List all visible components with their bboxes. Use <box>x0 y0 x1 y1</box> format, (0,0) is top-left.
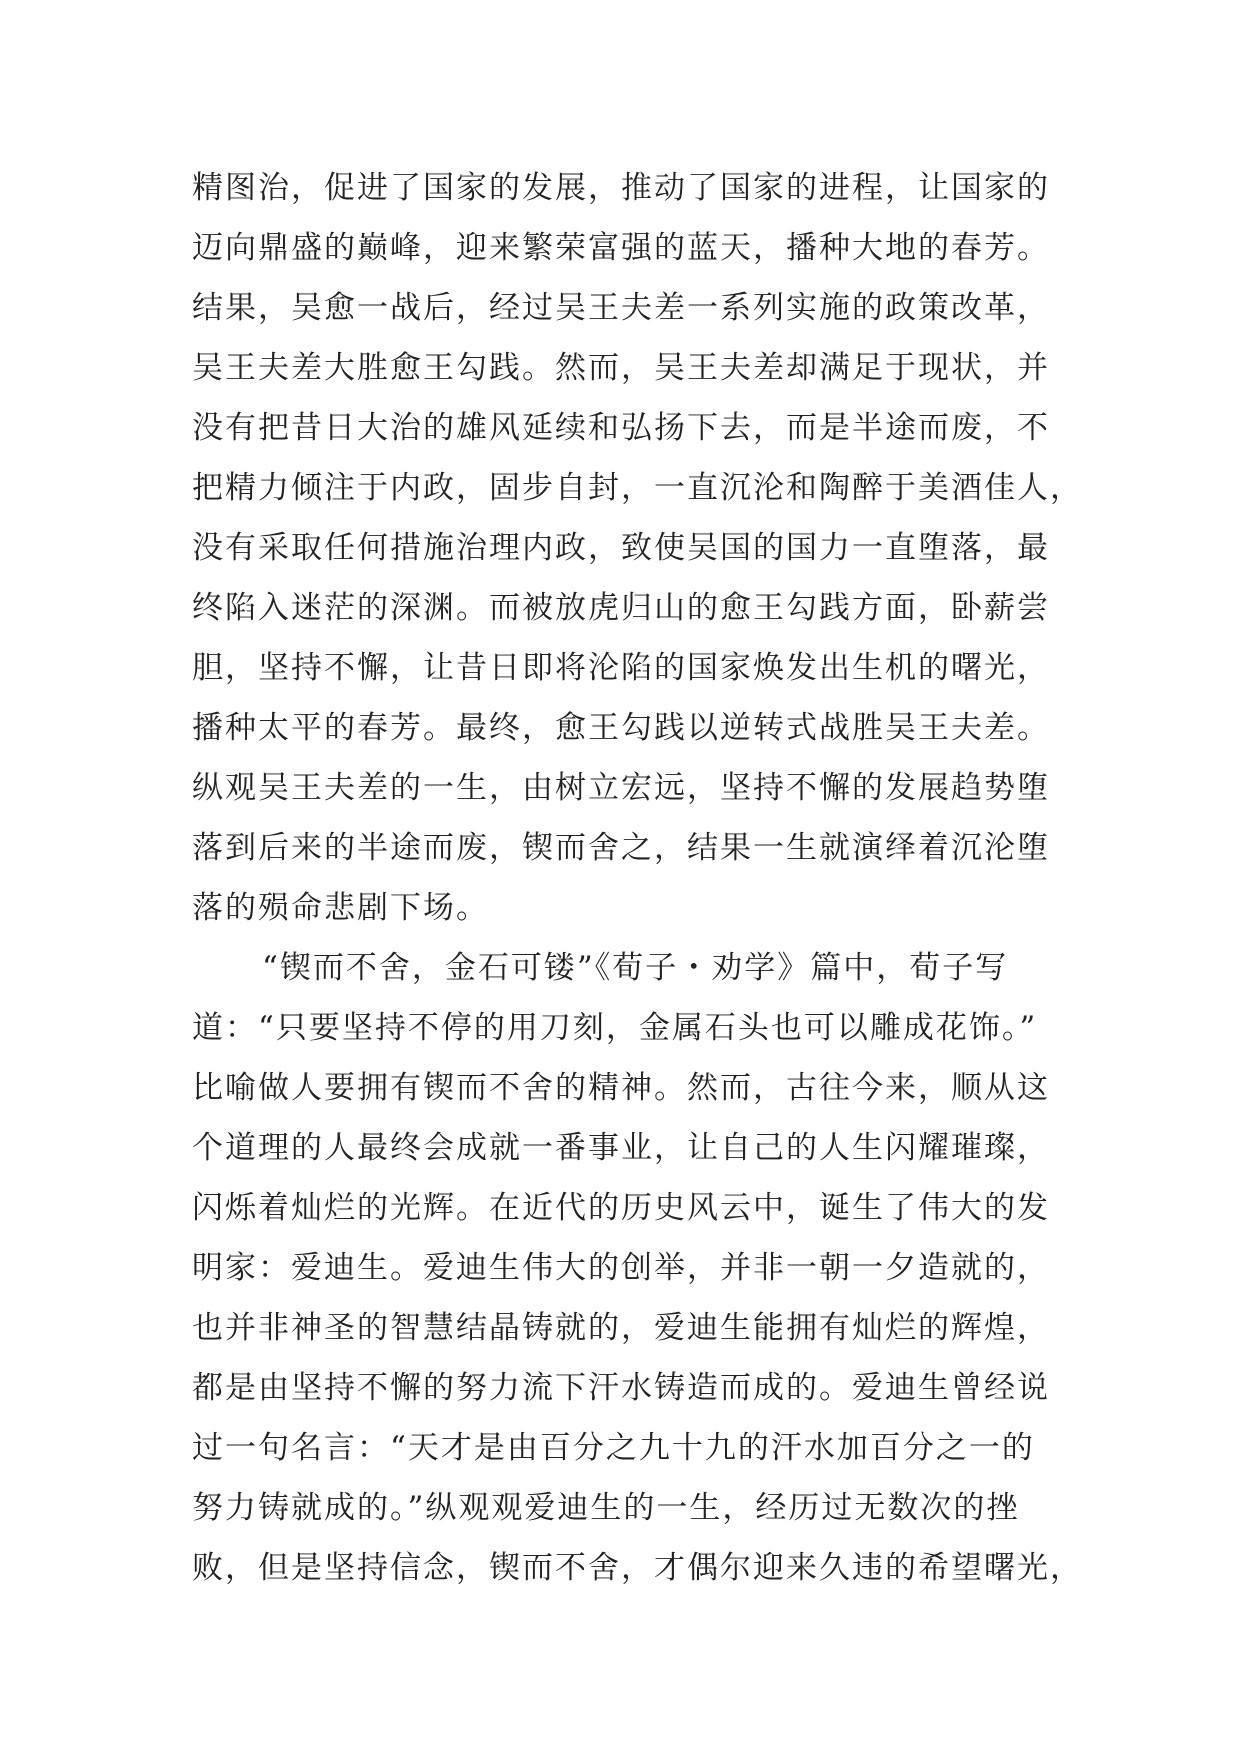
text-line: 终陷入迷茫的深渊。而被放虎归山的愈王勾践方面，卧薪尝 <box>192 590 1050 626</box>
text-line: 落到后来的半途而废，锲而舍之，结果一生就演绎着沉沦堕 <box>192 830 1050 866</box>
text-line: 都是由坚持不懈的努力流下汗水铸造而成的。爱迪生曾经说 <box>192 1370 1050 1406</box>
text-line: 比喻做人要拥有锲而不舍的精神。然而，古往今来，顺从这 <box>192 1070 1050 1106</box>
text-line: 纵观吴王夫差的一生，由树立宏远，坚持不懈的发展趋势堕 <box>192 770 1050 806</box>
text-line: 道：“只要坚持不停的用刀刻，金属石头也可以雕成花饰。” <box>192 1010 1038 1046</box>
text-line: 明家：爱迪生。爱迪生伟大的创举，并非一朝一夕造就的， <box>192 1250 1050 1286</box>
text-line: 把精力倾注于内政，固步自封，一直沉沦和陶醉于美酒佳人， <box>192 470 1083 506</box>
text-line: 努力铸就成的。”纵观观爱迪生的一生，经历过无数次的挫 <box>192 1490 1020 1526</box>
text-line: 没有采取任何措施治理内政，致使吴国的国力一直堕落，最 <box>192 530 1050 566</box>
text-line: 迈向鼎盛的巅峰，迎来繁荣富强的蓝天，播种大地的春芳。 <box>192 230 1050 266</box>
text-line: 吴王夫差大胜愈王勾践。然而，吴王夫差却满足于现状，并 <box>192 350 1050 386</box>
text-line: 精图治，促进了国家的发展，推动了国家的进程，让国家的 <box>192 170 1050 206</box>
paragraph-start-line: “锲而不舍，金石可镂”《荀子・劝学》篇中，荀子写 <box>262 950 1009 986</box>
text-line: 闪烁着灿烂的光辉。在近代的历史风云中，诞生了伟大的发 <box>192 1190 1050 1226</box>
text-line: 也并非神圣的智慧结晶铸就的，爱迪生能拥有灿烂的辉煌， <box>192 1310 1050 1346</box>
text-line: 胆，坚持不懈，让昔日即将沦陷的国家焕发出生机的曙光， <box>192 650 1050 686</box>
text-line: 结果，吴愈一战后，经过吴王夫差一系列实施的政策改革， <box>192 290 1050 326</box>
text-line: 落的殒命悲剧下场。 <box>192 890 489 926</box>
text-line: 播种太平的春芳。最终，愈王勾践以逆转式战胜吴王夫差。 <box>192 710 1050 746</box>
body-text <box>192 158 1083 1598</box>
text-line: 过一句名言：“天才是由百分之九十九的汗水加百分之一的 <box>192 1430 1035 1466</box>
text-line: 个道理的人最终会成就一番事业，让自己的人生闪耀璀璨， <box>192 1130 1050 1166</box>
text-line: 败，但是坚持信念，锲而不舍，才偶尔迎来久违的希望曙光， <box>192 1550 1083 1586</box>
text-line: 没有把昔日大治的雄风延续和弘扬下去，而是半途而废，不 <box>192 410 1050 446</box>
